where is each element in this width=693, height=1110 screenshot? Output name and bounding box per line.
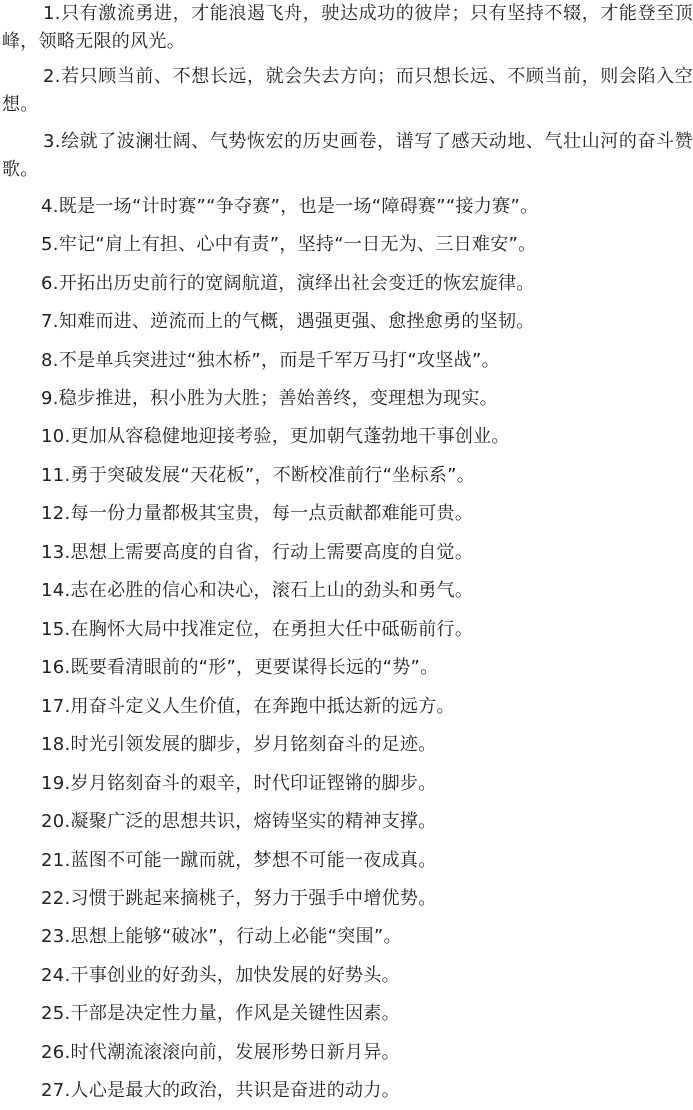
paragraph-7: 7.知难而进、逆流而上的气概，遇强更强、愈挫愈勇的坚韧。: [41, 311, 535, 332]
paragraph-17: 17.用奋斗定义人生价值，在奔跑中抵达新的远方。: [41, 696, 455, 717]
paragraph-21: 21.蓝图不可能一蹴而就，梦想不可能一夜成真。: [41, 850, 437, 871]
paragraph-25: 25.干部是决定性力量，作风是关键性因素。: [41, 1003, 400, 1024]
paragraph-5: 5.牢记“肩上有担、心中有责”，坚持“一日无为、三日难安”。: [41, 234, 537, 255]
paragraph-16: 16.既要看清眼前的“形”，更要谋得长远的“势”。: [41, 657, 439, 678]
paragraph-26: 26.时代潮流滚滚向前，发展形势日新月异。: [41, 1042, 400, 1063]
paragraph-13: 13.思想上需要高度的自省，行动上需要高度的自觉。: [41, 542, 474, 563]
paragraph-10: 10.更加从容稳健地迎接考验，更加朝气蓬勃地干事创业。: [41, 426, 510, 447]
paragraph-19: 19.岁月铭刻奋斗的艰辛，时代印证铿锵的脚步。: [41, 773, 437, 794]
paragraph-1: 1.只有激流勇进，才能浪遏飞舟，驶达成功的彼岸；只有坚持不辍，才能登至顶峰，领略无限的风光。: [2, 3, 693, 52]
paragraph-12: 12.每一份力量都极其宝贵，每一点贡献都难能可贵。: [41, 503, 474, 524]
paragraph-8: 8.不是单兵突进过“独木桥”，而是千军万马打“攻坚战”。: [41, 350, 500, 371]
paragraph-14: 14.志在必胜的信心和决心，滚石上山的劲头和勇气。: [41, 580, 474, 601]
paragraph-27: 27.人心是最大的政治，共识是奋进的动力。: [41, 1080, 400, 1101]
paragraph-6: 6.开拓出历史前行的宽阔航道，演绎出社会变迁的恢宏旋律。: [41, 273, 535, 294]
paragraph-23: 23.思想上能够“破冰”，行动上必能“突围”。: [41, 926, 402, 947]
paragraph-15: 15.在胸怀大局中找准定位，在勇担大任中砥砺前行。: [41, 619, 474, 640]
paragraph-2: 2.若只顾当前、不想长远，就会失去方向；而只想长远、不顾当前，则会陷入空想。: [2, 66, 693, 115]
paragraph-3: 3.绘就了波澜壮阔、气势恢宏的历史画卷，谱写了感天动地、气壮山河的奋斗赞歌。: [2, 131, 693, 180]
paragraph-4: 4.既是一场“计时赛”“争夺赛”，也是一场“障碍赛”“接力赛”。: [41, 196, 539, 217]
paragraph-24: 24.干事创业的好劲头，加快发展的好势头。: [41, 965, 400, 986]
paragraph-20: 20.凝聚广泛的思想共识，熔铸坚实的精神支撑。: [41, 811, 437, 832]
paragraph-11: 11.勇于突破发展“天花板”，不断校准前行“坐标系”。: [41, 465, 476, 486]
paragraph-22: 22.习惯于跳起来摘桃子，努力于强手中增优势。: [41, 888, 437, 909]
paragraph-18: 18.时光引领发展的脚步，岁月铭刻奋斗的足迹。: [41, 734, 437, 755]
paragraph-9: 9.稳步推进，积小胜为大胜；善始善终，变理想为现实。: [41, 388, 498, 409]
